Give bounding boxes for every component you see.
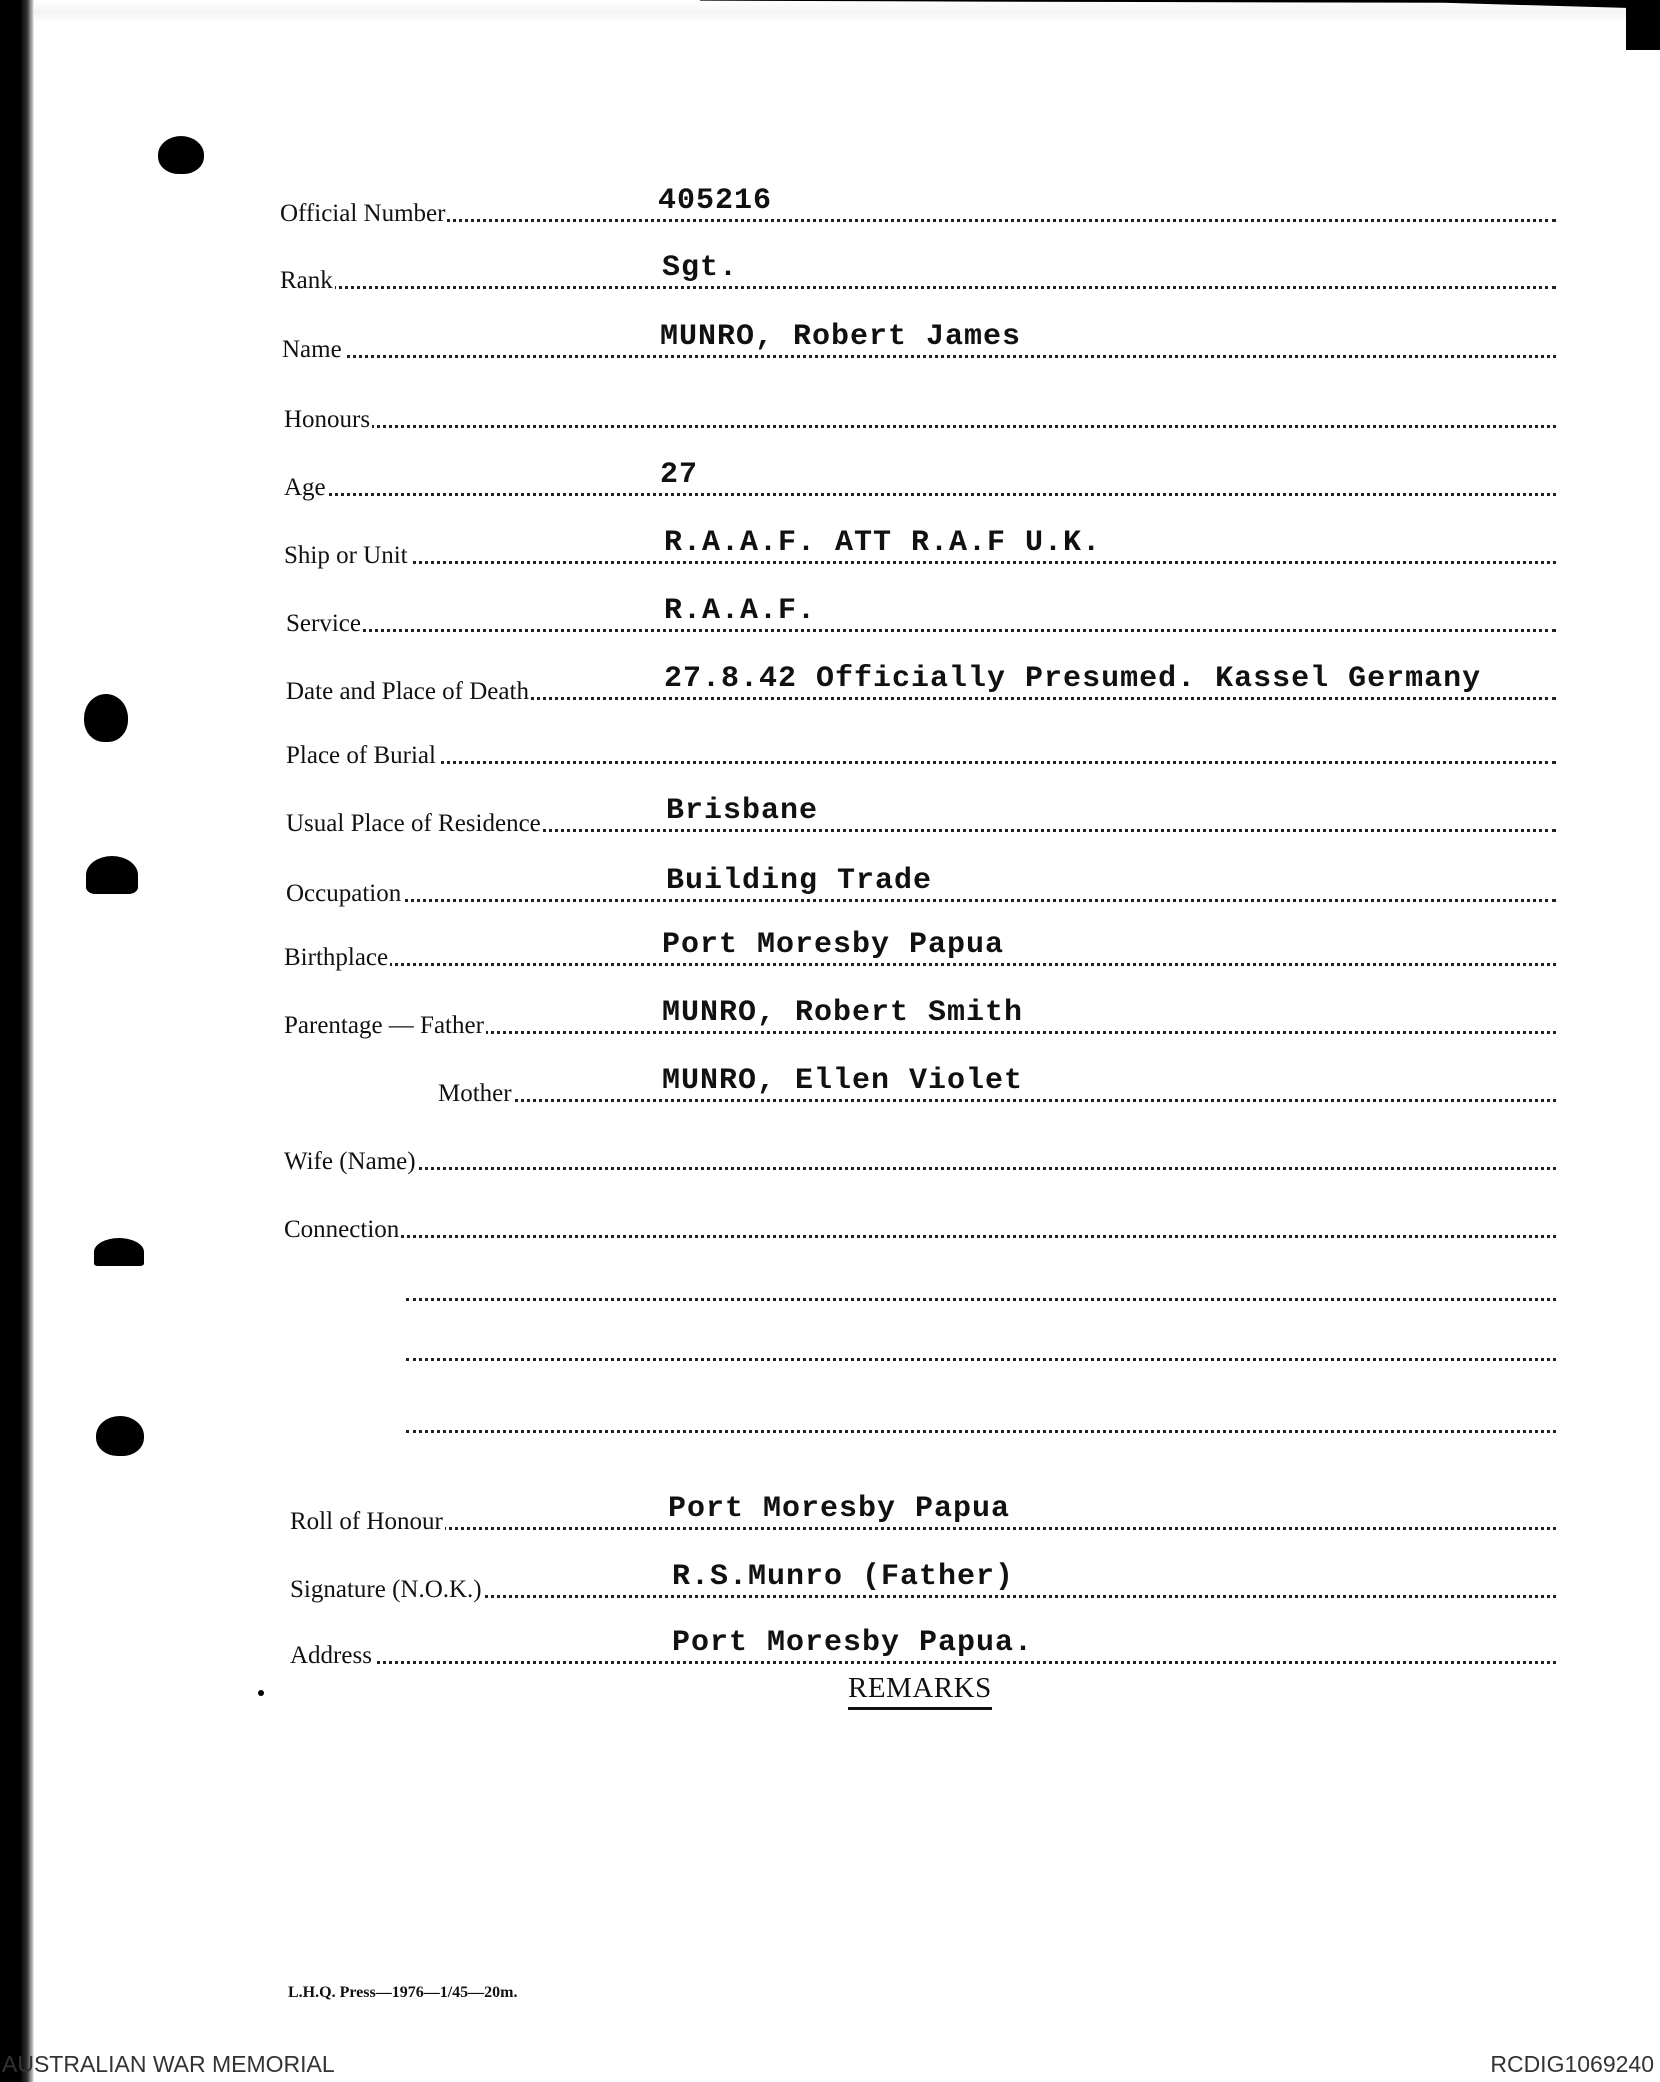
field-label-honours: Honours	[284, 406, 371, 433]
field-row-honours	[0, 376, 1660, 436]
field-row-service	[0, 580, 1660, 640]
field-value-address: Port Moresby Papua.	[672, 1626, 1034, 1660]
dotted-leader	[448, 1099, 1556, 1102]
field-value-date-place-death: 27.8.42 Officially Presumed. Kassel Germany	[664, 662, 1482, 696]
field-value-ship-or-unit: R.A.A.F. ATT R.A.F U.K.	[664, 526, 1102, 560]
field-value-service: R.A.A.F.	[664, 594, 817, 628]
connection-line-4	[406, 1430, 1556, 1433]
field-row-name	[0, 306, 1660, 366]
field-row-rank	[0, 237, 1660, 297]
dotted-leader	[294, 1167, 1556, 1170]
field-label-occupation: Occupation	[286, 880, 402, 907]
field-label-parentage-father: Parentage — Father	[284, 1012, 484, 1039]
field-value-parentage-mother: MUNRO, Ellen Violet	[662, 1064, 1024, 1098]
field-row-age	[0, 444, 1660, 504]
field-value-signature-nok: R.S.Munro (Father)	[672, 1560, 1015, 1594]
field-row-ship-or-unit	[0, 512, 1660, 572]
field-row-occupation	[0, 850, 1660, 910]
field-label-connection: Connection	[284, 1216, 400, 1243]
ink-speck	[258, 1690, 264, 1696]
field-row-date-place-death	[0, 648, 1660, 708]
field-row-parentage-father	[0, 982, 1660, 1042]
field-row-place-of-burial	[0, 712, 1660, 772]
remarks-heading: REMARKS	[848, 1672, 992, 1710]
archive-credit: AUSTRALIAN WAR MEMORIAL	[2, 2051, 335, 2077]
dotted-leader	[292, 355, 1556, 358]
dotted-leader	[290, 219, 1556, 222]
field-label-roll-of-honour: Roll of Honour	[290, 1508, 443, 1535]
field-label-birthplace: Birthplace	[284, 944, 389, 971]
dotted-leader	[300, 1661, 1556, 1664]
field-label-ship-or-unit: Ship or Unit	[284, 542, 408, 569]
dotted-leader	[296, 629, 1556, 632]
dotted-leader	[290, 286, 1556, 289]
field-value-occupation: Building Trade	[666, 864, 933, 898]
field-label-parentage-mother: Mother	[438, 1080, 512, 1107]
field-row-wife-name	[0, 1118, 1660, 1178]
field-value-birthplace: Port Moresby Papua	[662, 928, 1005, 962]
dotted-leader	[296, 761, 1556, 764]
field-row-connection	[0, 1186, 1660, 1246]
field-label-date-place-death: Date and Place of Death	[286, 678, 529, 705]
field-label-rank: Rank	[280, 267, 333, 294]
field-value-official-number: 405216	[658, 184, 773, 218]
printer-imprint: L.H.Q. Press—1976—1/45—20m.	[288, 1984, 518, 2001]
field-row-usual-residence	[0, 780, 1660, 840]
field-row-birthplace	[0, 914, 1660, 974]
dotted-leader	[300, 1595, 1556, 1598]
scan-top-edge	[34, 0, 1660, 40]
punch-hole	[96, 1416, 144, 1456]
field-value-age: 27	[660, 458, 699, 492]
field-label-name: Name	[282, 336, 342, 363]
field-row-official-number	[0, 170, 1660, 230]
dotted-leader	[294, 493, 1556, 496]
connection-line-2	[406, 1298, 1556, 1301]
field-value-roll-of-honour: Port Moresby Papua	[668, 1492, 1011, 1526]
field-label-wife-name: Wife (Name)	[284, 1148, 416, 1175]
dotted-leader	[296, 899, 1556, 902]
field-value-rank: Sgt.	[662, 251, 739, 285]
field-row-roll-of-honour	[0, 1478, 1660, 1538]
field-value-name: MUNRO, Robert James	[660, 320, 1022, 354]
dotted-leader	[300, 1527, 1556, 1530]
field-label-official-number: Official Number	[280, 200, 446, 227]
field-row-address	[0, 1612, 1660, 1672]
field-label-place-of-burial: Place of Burial	[286, 742, 436, 769]
dotted-leader	[294, 425, 1556, 428]
dotted-leader	[294, 963, 1556, 966]
scan-corner	[1626, 0, 1660, 50]
field-label-service: Service	[286, 610, 361, 637]
field-row-signature-nok	[0, 1546, 1660, 1606]
field-label-address: Address	[290, 1642, 372, 1669]
dotted-leader	[294, 1235, 1556, 1238]
field-label-usual-residence: Usual Place of Residence	[286, 810, 541, 837]
punch-hole	[158, 136, 204, 174]
field-label-age: Age	[284, 474, 326, 501]
archive-reference: RCDIG1069240	[1490, 2051, 1654, 2077]
field-value-parentage-father: MUNRO, Robert Smith	[662, 996, 1024, 1030]
field-row-parentage-mother	[0, 1050, 1660, 1110]
field-label-signature-nok: Signature (N.O.K.)	[290, 1576, 482, 1603]
dotted-leader	[294, 561, 1556, 564]
connection-line-3	[406, 1358, 1556, 1361]
field-value-usual-residence: Brisbane	[666, 794, 819, 828]
